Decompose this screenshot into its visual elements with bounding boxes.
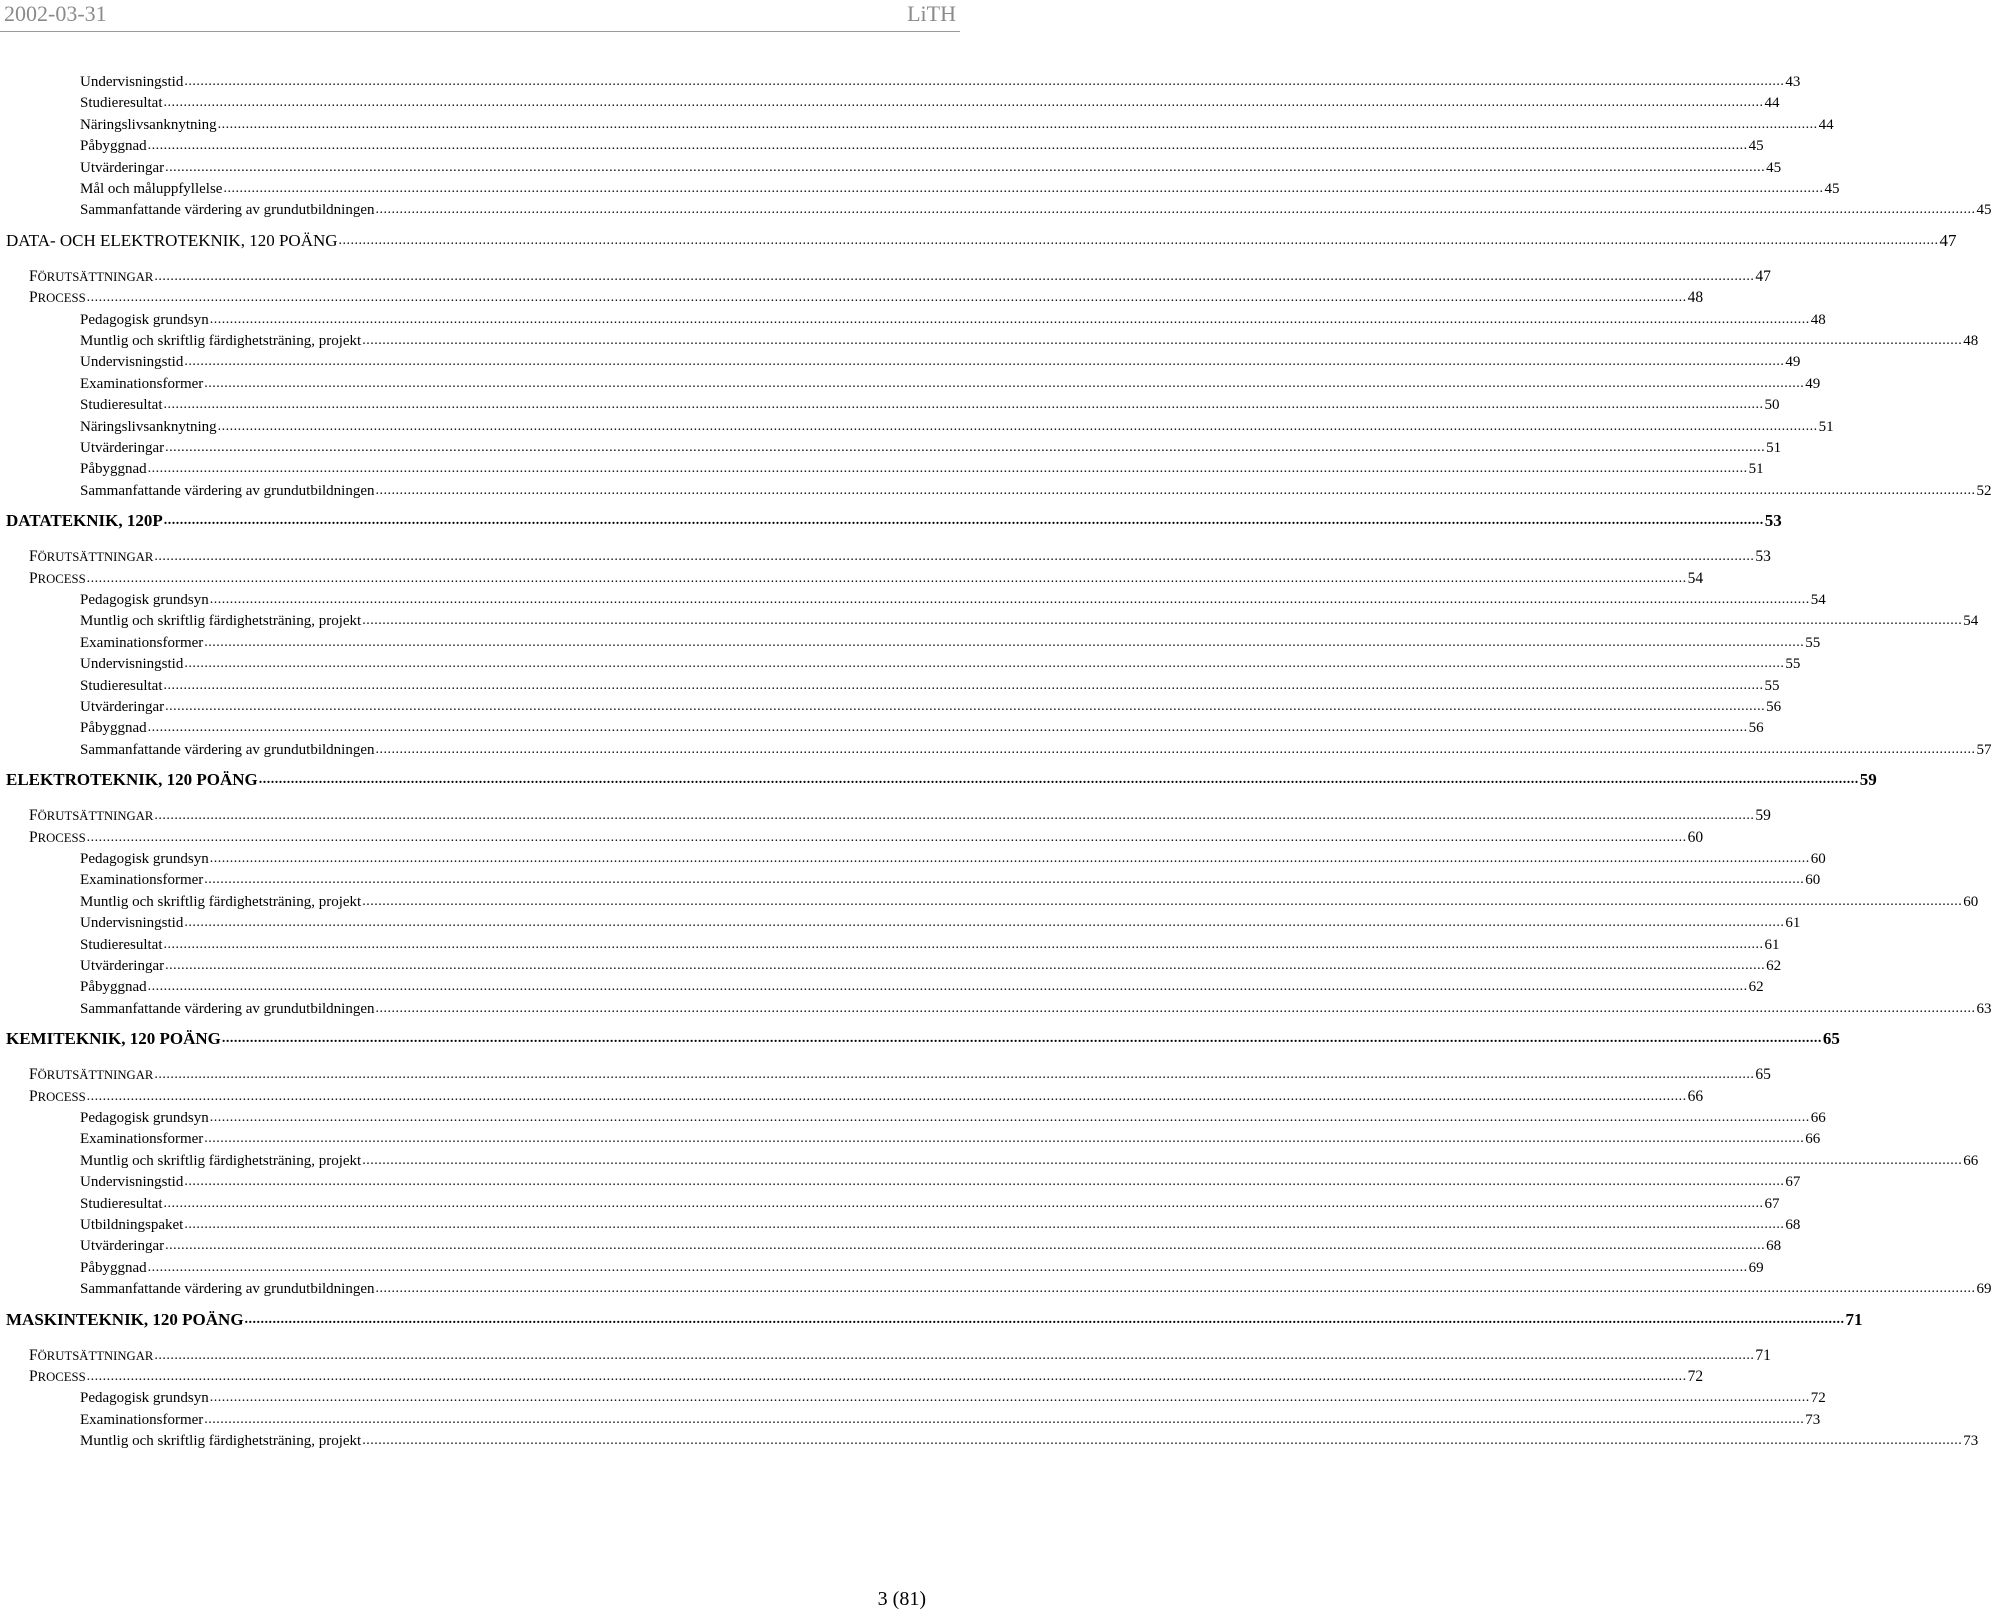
toc-page-number: 61 <box>1785 915 1801 932</box>
header-organization: LiTH <box>907 1 956 26</box>
toc-page-number: 43 <box>1785 74 1801 90</box>
page-number: 3 (81) <box>877 1588 926 1610</box>
toc-page-number: 52 <box>1976 482 1992 499</box>
toc-title: Undervisningstid <box>80 354 184 371</box>
toc-page-number: 69 <box>1976 1281 1992 1298</box>
toc-leader-dots: ................................................................................................................................................................................................................................................................................................................................................................................................................ <box>86 1088 1687 1104</box>
toc-leader-dots: ................................................................................................................................................................................................................................................................................................................................................................................................................ <box>244 1311 1845 1327</box>
toc-item[interactable] <box>80 1192 1780 1214</box>
toc-title: FÖRUTSÄTTNINGAR <box>29 1346 154 1364</box>
toc-title: Undervisningstid <box>80 1174 184 1191</box>
toc-leader-dots: ................................................................................................................................................................................................................................................................................................................................................................................................................ <box>375 741 1976 757</box>
toc-page-number: 55 <box>1764 677 1780 694</box>
toc-page-number: 72 <box>1687 1368 1704 1385</box>
toc-leader-dots: ................................................................................................................................................................................................................................................................................................................................................................................................................ <box>163 95 1764 111</box>
toc-item[interactable] <box>80 716 1764 738</box>
toc-section[interactable] <box>6 509 1782 531</box>
toc-page-number: 54 <box>1963 613 1979 630</box>
toc-title: Muntlig och skriftlig färdighetsträning, projekt <box>80 1433 362 1450</box>
toc-title: Studieresultat <box>80 1195 163 1212</box>
toc-page-number: 54 <box>1810 592 1826 608</box>
toc-title: Studieresultat <box>80 677 163 694</box>
toc-page-number: 53 <box>1755 548 1771 566</box>
toc-title: FÖRUTSÄTTNINGAR <box>29 548 154 566</box>
toc-title: Examinationsformer <box>80 634 204 651</box>
toc-page-number: 50 <box>1764 397 1780 414</box>
toc-leader-dots: ................................................................................................................................................................................................................................................................................................................................................................................................................ <box>163 677 1764 693</box>
toc-item[interactable] <box>80 674 1780 696</box>
toc-title: Muntlig och skriftlig färdighetsträning, projekt <box>80 1152 362 1169</box>
toc-title: Påbyggnad <box>80 138 147 155</box>
toc-item[interactable] <box>80 113 1834 135</box>
toc-item[interactable] <box>80 1149 1979 1171</box>
toc-page-number: 44 <box>1764 95 1780 112</box>
toc-page-number: 71 <box>1755 1346 1771 1364</box>
toc-item[interactable] <box>80 997 1992 1019</box>
toc-page-number: 66 <box>1687 1087 1704 1105</box>
toc-subsection[interactable] <box>29 545 1771 567</box>
toc-leader-dots: ................................................................................................................................................................................................................................................................................................................................................................................................................ <box>209 311 1810 327</box>
toc-subsection[interactable] <box>29 567 1704 589</box>
toc-leader-dots: ................................................................................................................................................................................................................................................................................................................................................................................................................ <box>184 354 1785 370</box>
toc-page-number: 53 <box>1764 511 1782 531</box>
toc-leader-dots: ................................................................................................................................................................................................................................................................................................................................................................................................................ <box>375 1000 1976 1016</box>
toc-title: Mål och måluppfyllelse <box>80 181 223 197</box>
toc-item[interactable] <box>80 588 1826 610</box>
toc-item[interactable] <box>80 1429 1979 1451</box>
toc-title: Muntlig och skriftlig färdighetsträning, projekt <box>80 613 362 630</box>
toc-title: Sammanfattande värdering av grundutbildningen <box>80 1281 375 1298</box>
toc-leader-dots: ................................................................................................................................................................................................................................................................................................................................................................................................................ <box>221 1031 1822 1047</box>
toc-title: Utvärderingar <box>80 958 165 974</box>
toc-item[interactable] <box>80 1127 1821 1149</box>
toc-item[interactable] <box>80 436 1782 458</box>
toc-page-number: 45 <box>1824 181 1840 197</box>
toc-title: Näringslivsanknytning <box>80 116 217 133</box>
toc-subsection[interactable] <box>29 1365 1704 1387</box>
toc-page-number: 55 <box>1785 656 1801 673</box>
toc-page-number: 60 <box>1687 828 1704 846</box>
toc-leader-dots: ................................................................................................................................................................................................................................................................................................................................................................................................................ <box>154 808 1755 824</box>
toc-item[interactable] <box>80 1106 1826 1128</box>
toc-item[interactable] <box>80 1234 1782 1256</box>
toc-section[interactable] <box>6 1308 1863 1330</box>
toc-item[interactable] <box>80 1256 1764 1278</box>
toc-leader-dots: ................................................................................................................................................................................................................................................................................................................................................................................................................ <box>362 613 1963 629</box>
toc-leader-dots: ................................................................................................................................................................................................................................................................................................................................................................................................................ <box>204 375 1805 391</box>
toc-leader-dots: ................................................................................................................................................................................................................................................................................................................................................................................................................ <box>362 893 1963 909</box>
toc-leader-dots: ................................................................................................................................................................................................................................................................................................................................................................................................................ <box>147 720 1748 736</box>
toc-item[interactable] <box>80 198 1992 220</box>
toc-page-number: 44 <box>1818 116 1834 133</box>
toc-title: Pedagogisk grundsyn <box>80 592 209 608</box>
toc-page-number: 45 <box>1766 159 1782 176</box>
toc-title: Påbyggnad <box>80 979 147 996</box>
toc-page-number: 62 <box>1748 979 1764 996</box>
toc-item[interactable] <box>80 372 1821 394</box>
toc-leader-dots: ................................................................................................................................................................................................................................................................................................................................................................................................................ <box>258 772 1859 788</box>
toc-leader-dots: ................................................................................................................................................................................................................................................................................................................................................................................................................ <box>86 290 1687 306</box>
toc-leader-dots: ................................................................................................................................................................................................................................................................................................................................................................................................................ <box>147 461 1748 477</box>
toc-page-number: 68 <box>1766 1238 1782 1255</box>
toc-title: Påbyggnad <box>80 461 147 478</box>
toc-subsection[interactable] <box>29 286 1704 308</box>
toc-page-number: 48 <box>1687 289 1704 307</box>
toc-page-number: 45 <box>1748 138 1764 155</box>
toc-subsection[interactable] <box>29 826 1704 848</box>
toc-leader-dots: ................................................................................................................................................................................................................................................................................................................................................................................................................ <box>86 829 1687 845</box>
toc-section[interactable] <box>6 768 1877 790</box>
toc-subsection[interactable] <box>29 804 1771 826</box>
toc-title: Utvärderingar <box>80 159 165 176</box>
toc-leader-dots: ................................................................................................................................................................................................................................................................................................................................................................................................................ <box>154 1067 1755 1083</box>
toc-title: PROCESS <box>29 828 86 846</box>
toc-title: DATATEKNIK, 120P <box>6 511 163 531</box>
toc-title: Examinationsformer <box>80 375 204 392</box>
toc-item[interactable] <box>80 695 1782 717</box>
toc-item[interactable] <box>80 156 1782 178</box>
toc-title: Sammanfattande värdering av grundutbildningen <box>80 1000 375 1017</box>
toc-item[interactable] <box>80 177 1840 199</box>
toc-page-number: 48 <box>1810 311 1826 328</box>
toc-item[interactable] <box>80 1386 1826 1408</box>
toc-item[interactable] <box>80 70 1801 92</box>
toc-page-number: 59 <box>1755 807 1771 825</box>
toc-item[interactable] <box>80 1213 1801 1235</box>
toc-leader-dots: ................................................................................................................................................................................................................................................................................................................................................................................................................ <box>184 1174 1785 1190</box>
toc-leader-dots: ................................................................................................................................................................................................................................................................................................................................................................................................................ <box>86 570 1687 586</box>
toc-leader-dots: ................................................................................................................................................................................................................................................................................................................................................................................................................ <box>184 1217 1785 1232</box>
toc-subsection[interactable] <box>29 1344 1771 1366</box>
toc-leader-dots: ................................................................................................................................................................................................................................................................................................................................................................................................................ <box>165 958 1766 973</box>
toc-title: FÖRUTSÄTTNINGAR <box>29 267 154 285</box>
toc-item[interactable] <box>80 652 1801 674</box>
toc-page-number: 47 <box>1755 267 1771 285</box>
toc-leader-dots: ................................................................................................................................................................................................................................................................................................................................................................................................................ <box>184 656 1785 672</box>
toc-leader-dots: ................................................................................................................................................................................................................................................................................................................................................................................................................ <box>154 268 1755 284</box>
toc-leader-dots: ................................................................................................................................................................................................................................................................................................................................................................................................................ <box>217 418 1818 434</box>
toc-leader-dots: ................................................................................................................................................................................................................................................................................................................................................................................................................ <box>204 634 1805 650</box>
toc-page-number: 56 <box>1748 720 1764 737</box>
toc-leader-dots: ................................................................................................................................................................................................................................................................................................................................................................................................................ <box>184 74 1785 89</box>
toc-item[interactable] <box>80 91 1780 113</box>
toc-item[interactable] <box>80 1277 1992 1299</box>
toc-leader-dots: ................................................................................................................................................................................................................................................................................................................................................................................................................ <box>163 513 1764 529</box>
toc-title: Pedagogisk grundsyn <box>80 311 209 328</box>
toc-subsection[interactable] <box>29 265 1771 287</box>
toc-leader-dots: ................................................................................................................................................................................................................................................................................................................................................................................................................ <box>204 1411 1805 1427</box>
toc-page-number: 57 <box>1976 741 1992 758</box>
toc-leader-dots: ................................................................................................................................................................................................................................................................................................................................................................................................................ <box>362 1433 1963 1449</box>
toc-leader-dots: ................................................................................................................................................................................................................................................................................................................................................................................................................ <box>204 872 1805 888</box>
toc-title: Undervisningstid <box>80 74 184 90</box>
toc-title: PROCESS <box>29 1368 86 1385</box>
toc-title: Examinationsformer <box>80 1411 204 1428</box>
toc-page-number: 62 <box>1766 958 1782 974</box>
toc-leader-dots: ................................................................................................................................................................................................................................................................................................................................................................................................................ <box>209 1390 1810 1406</box>
toc-title: Utvärderingar <box>80 1238 165 1255</box>
toc-title: Muntlig och skriftlig färdighetsträning, projekt <box>80 333 362 349</box>
toc-title: Examinationsformer <box>80 1131 204 1148</box>
toc-title: Studieresultat <box>80 936 163 953</box>
toc-item[interactable] <box>80 350 1801 372</box>
toc-item[interactable] <box>80 134 1764 156</box>
toc-title: Pedagogisk grundsyn <box>80 1390 209 1407</box>
toc-page-number: 73 <box>1805 1411 1821 1428</box>
toc-page-number: 60 <box>1805 872 1821 889</box>
toc-title: PROCESS <box>29 1087 86 1105</box>
toc-page-number: 68 <box>1785 1217 1801 1233</box>
toc-title: FÖRUTSÄTTNINGAR <box>29 807 154 825</box>
toc-page-number: 65 <box>1822 1029 1840 1049</box>
header-rule <box>0 31 960 32</box>
toc-title: Sammanfattande värdering av grundutbildningen <box>80 202 375 219</box>
toc-title: ELEKTROTEKNIK, 120 POÄNG <box>6 770 258 790</box>
toc-item[interactable] <box>80 609 1979 631</box>
toc-leader-dots: ................................................................................................................................................................................................................................................................................................................................................................................................................ <box>165 1238 1766 1254</box>
toc-leader-dots: ................................................................................................................................................................................................................................................................................................................................................................................................................ <box>147 1259 1748 1275</box>
toc-leader-dots: ................................................................................................................................................................................................................................................................................................................................................................................................................ <box>375 202 1976 218</box>
toc-title: Utvärderingar <box>80 440 165 456</box>
toc-page-number: 73 <box>1963 1433 1979 1450</box>
toc-title: Påbyggnad <box>80 1259 147 1276</box>
toc-subsection[interactable] <box>29 1085 1704 1107</box>
toc-title: Studieresultat <box>80 397 163 414</box>
toc-page-number: 65 <box>1755 1066 1771 1084</box>
toc-item[interactable] <box>80 868 1821 890</box>
toc-subsection[interactable] <box>29 1063 1771 1085</box>
toc-leader-dots: ................................................................................................................................................................................................................................................................................................................................................................................................................ <box>165 699 1766 714</box>
toc-leader-dots: ................................................................................................................................................................................................................................................................................................................................................................................................................ <box>217 116 1818 132</box>
toc-page-number: 66 <box>1963 1152 1979 1169</box>
toc-title: Påbyggnad <box>80 720 147 737</box>
toc-page-number: 51 <box>1748 461 1764 478</box>
toc-title: Sammanfattande värdering av grundutbildningen <box>80 741 375 758</box>
toc-title: Pedagogisk grundsyn <box>80 851 209 867</box>
toc-leader-dots: ................................................................................................................................................................................................................................................................................................................................................................................................................ <box>163 397 1764 413</box>
toc-title: PROCESS <box>29 569 86 587</box>
toc-page-number: 51 <box>1766 440 1782 456</box>
toc-leader-dots: ................................................................................................................................................................................................................................................................................................................................................................................................................ <box>165 440 1766 455</box>
toc-leader-dots: ................................................................................................................................................................................................................................................................................................................................................................................................................ <box>147 138 1748 154</box>
toc-title: DATA- OCH ELEKTROTEKNIK, 120 POÄNG <box>6 230 338 250</box>
toc-leader-dots: ................................................................................................................................................................................................................................................................................................................................................................................................................ <box>204 1131 1805 1147</box>
toc-item[interactable] <box>80 1408 1821 1430</box>
toc-page-number: 45 <box>1976 202 1992 219</box>
toc-title: FÖRUTSÄTTNINGAR <box>29 1066 154 1084</box>
toc-page-number: 67 <box>1764 1195 1780 1212</box>
toc-leader-dots: ................................................................................................................................................................................................................................................................................................................................................................................................................ <box>154 1347 1755 1363</box>
toc-page-number: 47 <box>1939 230 1957 250</box>
toc-leader-dots: ................................................................................................................................................................................................................................................................................................................................................................................................................ <box>163 1195 1764 1211</box>
toc-leader-dots: ................................................................................................................................................................................................................................................................................................................................................................................................................ <box>163 936 1764 952</box>
toc-page-number: 51 <box>1818 418 1834 435</box>
toc-page-number: 60 <box>1810 851 1826 867</box>
toc-page-number: 54 <box>1687 569 1704 587</box>
page-header <box>0 0 960 32</box>
toc-item[interactable] <box>80 954 1782 976</box>
toc-section[interactable] <box>6 229 1957 251</box>
toc-item[interactable] <box>80 308 1826 330</box>
toc-title: KEMITEKNIK, 120 POÄNG <box>6 1029 221 1049</box>
toc-item[interactable] <box>80 1170 1801 1192</box>
toc-leader-dots: ................................................................................................................................................................................................................................................................................................................................................................................................................ <box>362 333 1963 348</box>
toc-page-number: 59 <box>1859 770 1877 790</box>
toc-item[interactable] <box>80 479 1992 501</box>
toc-leader-dots: ................................................................................................................................................................................................................................................................................................................................................................................................................ <box>209 851 1810 866</box>
toc-page-number: 66 <box>1805 1131 1821 1148</box>
toc-leader-dots: ................................................................................................................................................................................................................................................................................................................................................................................................................ <box>147 979 1748 995</box>
toc-page-number: 49 <box>1805 375 1821 392</box>
toc-item[interactable] <box>80 415 1834 437</box>
toc-title: Utvärderingar <box>80 699 165 715</box>
toc-page-number: 49 <box>1785 354 1801 371</box>
toc-page-number: 66 <box>1810 1110 1826 1126</box>
toc-leader-dots: ................................................................................................................................................................................................................................................................................................................................................................................................................ <box>375 1281 1976 1297</box>
toc-page-number: 61 <box>1764 936 1780 953</box>
toc-leader-dots: ................................................................................................................................................................................................................................................................................................................................................................................................................ <box>338 232 1939 248</box>
toc-page-number: 63 <box>1976 1000 1992 1017</box>
toc-page-number: 72 <box>1810 1390 1826 1407</box>
toc-title: Sammanfattande värdering av grundutbildningen <box>80 482 375 499</box>
toc-title: Näringslivsanknytning <box>80 418 217 435</box>
toc-item[interactable] <box>80 911 1801 933</box>
toc-item[interactable] <box>80 738 1992 760</box>
toc-title: PROCESS <box>29 289 86 307</box>
toc-item[interactable] <box>80 890 1979 912</box>
toc-page-number: 67 <box>1785 1174 1801 1191</box>
toc-item[interactable] <box>80 847 1826 869</box>
toc-page-number: 60 <box>1963 893 1979 910</box>
toc-title: Examinationsformer <box>80 872 204 889</box>
toc-page-number: 69 <box>1748 1259 1764 1276</box>
toc-title: Studieresultat <box>80 95 163 112</box>
toc-page-number: 55 <box>1805 634 1821 651</box>
toc-leader-dots: ................................................................................................................................................................................................................................................................................................................................................................................................................ <box>86 1369 1687 1384</box>
toc-item[interactable] <box>80 631 1821 653</box>
toc-page-number: 71 <box>1845 1309 1863 1329</box>
toc-page-number: 48 <box>1963 333 1979 349</box>
toc-title: Muntlig och skriftlig färdighetsträning, projekt <box>80 893 362 910</box>
toc-title: Undervisningstid <box>80 915 184 932</box>
toc-item[interactable] <box>80 393 1780 415</box>
toc-title: Utbildningspaket <box>80 1217 184 1233</box>
toc-leader-dots: ................................................................................................................................................................................................................................................................................................................................................................................................................ <box>375 482 1976 498</box>
toc-title: MASKINTEKNIK, 120 POÄNG <box>6 1309 244 1329</box>
toc-leader-dots: ................................................................................................................................................................................................................................................................................................................................................................................................................ <box>362 1152 1963 1168</box>
toc-leader-dots: ................................................................................................................................................................................................................................................................................................................................................................................................................ <box>223 181 1824 196</box>
toc-page-number: 56 <box>1766 699 1782 715</box>
toc-item[interactable] <box>80 975 1764 997</box>
header-date: 2002-03-31 <box>4 1 107 26</box>
toc-section[interactable] <box>6 1027 1840 1049</box>
toc-leader-dots: ................................................................................................................................................................................................................................................................................................................................................................................................................ <box>184 915 1785 931</box>
toc-leader-dots: ................................................................................................................................................................................................................................................................................................................................................................................................................ <box>209 592 1810 607</box>
toc-title: Undervisningstid <box>80 656 184 673</box>
toc-leader-dots: ................................................................................................................................................................................................................................................................................................................................................................................................................ <box>209 1110 1810 1125</box>
toc-leader-dots: ................................................................................................................................................................................................................................................................................................................................................................................................................ <box>154 549 1755 565</box>
toc-item[interactable] <box>80 329 1979 351</box>
toc-item[interactable] <box>80 457 1764 479</box>
toc-title: Pedagogisk grundsyn <box>80 1110 209 1126</box>
toc-leader-dots: ................................................................................................................................................................................................................................................................................................................................................................................................................ <box>165 159 1766 175</box>
toc-item[interactable] <box>80 933 1780 955</box>
